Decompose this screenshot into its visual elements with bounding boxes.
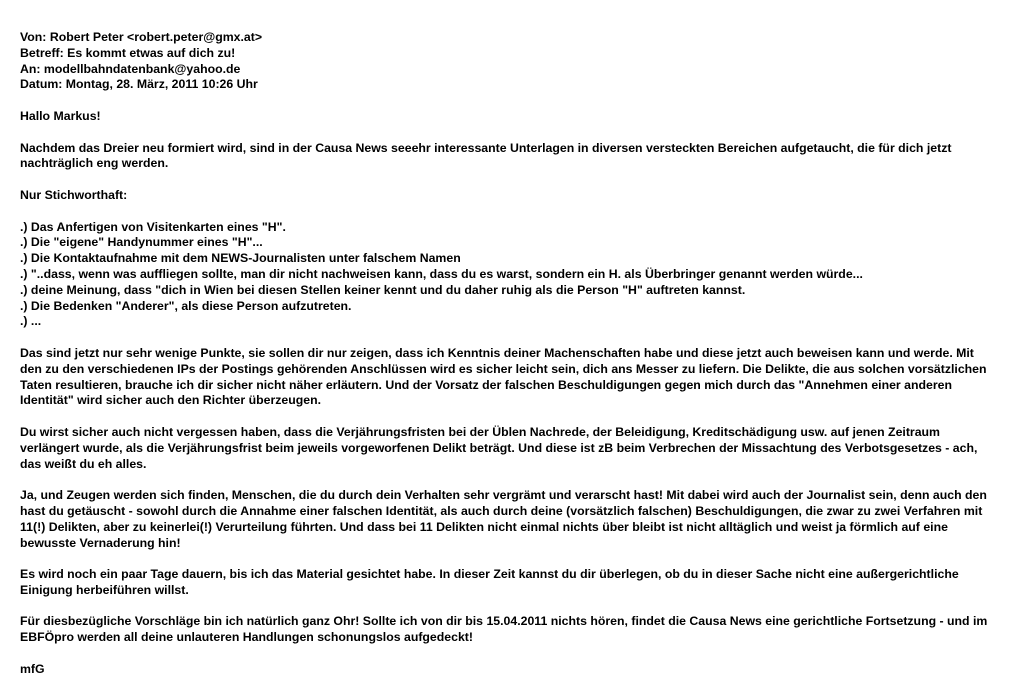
date-line: Datum: Montag, 28. März, 2011 10:26 Uhr — [20, 77, 258, 92]
paragraph-witnesses: Ja, und Zeugen werden sich finden, Menschen, die du durch dein Verhalten sehr vergrämt und verarscht hast! Mit dabei wird auch der Journalist sein, denn auch den hast du getäuscht - sowohl durch die Annahme einer falschen Identität, als auch durch deine (vorsätzlich falschen) Beschuldigungen, die zwar zu zwei Verfahren mit 11(!) Delikten, aber zu keinerlei(!) Verurteilung führten. Und dass bei 11 Delikten nicht einmal nichts über bleibt ist nicht alltäglich und weist ja förmlich auf eine bewusste Vernaderung hin! — [20, 488, 987, 550]
paragraph-deadline: Für diesbezügliche Vorschläge bin ich natürlich ganz Ohr! Sollte ich von dir bis 15.04.2011 nichts hören, findet die Causa News eine gerichtliche Fortsetzung - und im EBFÖpro werden all deine unlauteren Handlungen schonungslos aufgedeckt! — [20, 614, 988, 645]
paragraph-intro: Nachdem das Dreier neu formiert wird, sind in der Causa News seeehr interessante Unterlagen in diversen versteckten Bereichen aufgetaucht, die für dich jetzt nachträglich eng werden. — [20, 140, 952, 171]
email-header — [20, 30, 995, 93]
list-item: .) Die Kontaktaufnahme mit dem NEWS-Journalisten unter falschem Namen — [20, 251, 461, 266]
greeting: Hallo Markus! — [20, 108, 101, 123]
keyword-list — [20, 220, 995, 331]
closing: mfG — [20, 661, 45, 676]
paragraph-evidence: Das sind jetzt nur sehr wenige Punkte, sie sollen dir nur zeigen, dass ich Kenntnis deiner Machenschaften habe und diese jetzt auch beweisen kann und werde. Mit den zu den verschiedenen IPs der Postings gehörenden Anschlüssen wird es sicher leicht sein, dich ans Messer zu liefern. Die Delikte, die aus solchen vorsätzlichen Taten resultieren, brauche ich dir sicher nicht näher erläutern. Und der Vorsatz der falschen Beschuldigungen gegen mich durch das "Annehmen einer anderen Identität" wird sicher auch den Richter überzeugen. — [20, 345, 987, 408]
paragraph-limitation: Du wirst sicher auch nicht vergessen haben, dass die Verjährungsfristen bei der Üblen Nachrede, der Beleidigung, Kreditschädigung usw. auf jenen Zeitraum verlängert wurde, als die Verjährungsfrist beim jeweils vorgeworfenen Delikt beträgt. Und diese ist zB beim Verbrechen der Missachtung des Verbotsgesetzes - ach, das weißt du eh alles. — [20, 424, 978, 471]
to-line: An: modellbahndatenbank@yahoo.de — [20, 61, 241, 76]
list-item: .) Die Bedenken "Anderer", als diese Person aufzutreten. — [20, 298, 352, 313]
keywords-heading: Nur Stichworthaft: — [20, 187, 128, 202]
paragraph-settlement: Es wird noch ein paar Tage dauern, bis ich das Material gesichtet habe. In dieser Zeit kannst du dir überlegen, ob du in dieser Sache nicht eine außergerichtliche Einigung herbeiführen willst. — [20, 567, 959, 597]
email-document — [20, 30, 995, 693]
subject-line: Betreff: Es kommt etwas auf dich zu! — [20, 45, 236, 60]
list-item: .) Die "eigene" Handynummer eines "H"... — [20, 235, 263, 250]
from-line: Von: Robert Peter <robert.peter@gmx.at> — [20, 30, 263, 44]
list-item: .) Das Anfertigen von Visitenkarten eines "H". — [20, 219, 286, 234]
list-item: .) deine Meinung, dass "dich in Wien bei diesen Stellen keiner kennt und du daher ruhig als die Person "H" auftreten kannst. — [20, 282, 746, 297]
list-item: .) "..dass, wenn was auffliegen sollte, man dir nicht nachweisen kann, dass du es warst, sondern ein H. als Überbringer genannt werden würde... — [20, 266, 863, 281]
list-item: .) ... — [20, 314, 42, 329]
